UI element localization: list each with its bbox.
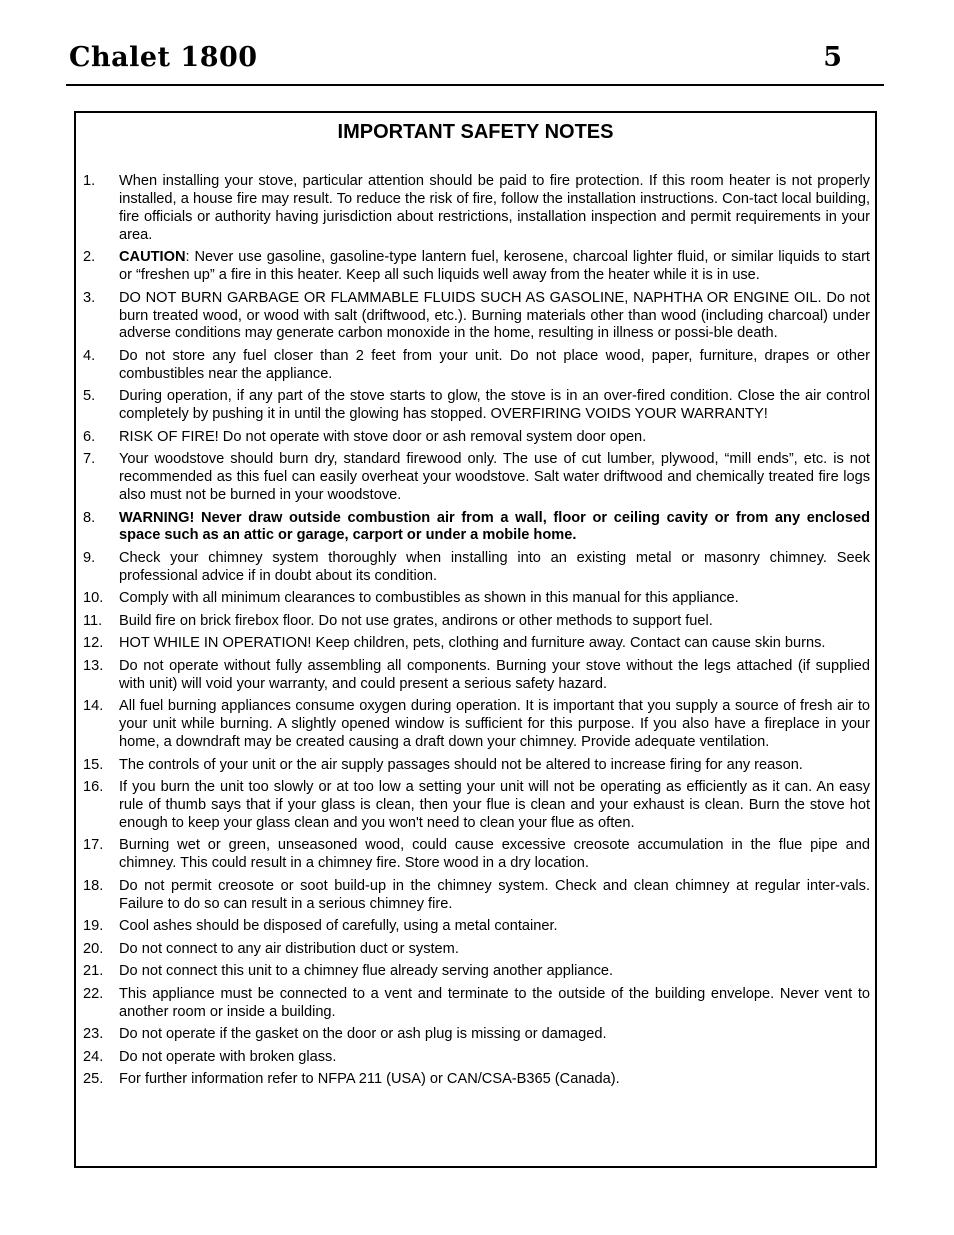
safety-note-item: [83, 1071, 870, 1089]
safety-note-item: [83, 837, 870, 873]
note-text: Check your chimney system thoroughly when installing into an existing metal or masonry chimney. Seek professional advice if in doubt about its condition.: [119, 549, 870, 584]
note-text: Do not store any fuel closer than 2 feet from your unit. Do not place wood, paper, furniture, drapes or other combustibles near the appliance.: [119, 347, 870, 382]
safety-note-item: [83, 590, 870, 608]
note-text: All fuel burning appliances consume oxygen during operation. It is important that you supply a source of fresh air to your unit while burning. A slightly opened window is sufficient for this purpose. If you also have a fireplace in your home, a downdraft may be created causing a draft down your chimney. Provide adequate ventilation.: [119, 698, 870, 751]
note-number: 15.: [83, 756, 104, 773]
note-body: : Never use gasoline, gasoline-type lantern fuel, kerosene, charcoal lighter fluid, or similar liquids to start or “freshen up” a fire in this heater. Keep all such liquids well away from the heater while it is in use.: [119, 249, 870, 284]
safety-note-item: [83, 550, 870, 586]
note-text: If you burn the unit too slowly or at too low a setting your unit will not be operating as efficiently as it can. An easy rule of thumb says that if your glass is clean, then your flue is clean and your exhaust is clean. Burn the stove hot enough to keep your glass clean and you won't need to clean your flue as often.: [119, 779, 870, 831]
note-text: When installing your stove, particular attention should be paid to fire protection. If this room heater is not properly installed, a house fire may result. To reduce the risk of fire, follow the installation instructions. Con-tact local building, fire officials or authority having jurisdiction about restrictions, installation inspection and permit requirements in your area.: [119, 173, 870, 243]
safety-note-item: [83, 941, 870, 959]
page-number: 5: [823, 42, 842, 73]
safety-note-item: [83, 757, 870, 775]
note-number: 21.: [83, 963, 104, 980]
note-number: 6.: [83, 428, 96, 445]
safety-note-item: [83, 613, 870, 631]
note-number: 8.: [83, 509, 96, 526]
safety-note-item: [83, 510, 870, 546]
note-number: 23.: [83, 1026, 104, 1043]
note-text: Do not operate with broken glass.: [119, 1048, 337, 1065]
safety-note-item: [83, 173, 870, 245]
note-text: RISK OF FIRE! Do not operate with stove door or ash removal system door open.: [119, 428, 647, 445]
safety-note-item: [83, 451, 870, 505]
note-lead-word: CAUTION: [119, 249, 186, 266]
safety-note-item: [83, 1026, 870, 1044]
note-number: 17.: [83, 837, 104, 854]
note-number: 10.: [83, 590, 104, 607]
safety-note-item: [83, 388, 870, 424]
document-title: Chalet 1800: [69, 42, 258, 73]
note-number: 7.: [83, 451, 96, 468]
note-text: Build fire on brick firebox floor. Do not use grates, andirons or other methods to support fuel.: [119, 612, 713, 629]
note-number: 25.: [83, 1071, 104, 1088]
note-number: 24.: [83, 1048, 104, 1065]
note-text: For further information refer to NFPA 211 (USA) or CAN/CSA-B365 (Canada).: [119, 1071, 620, 1088]
note-text: Burning wet or green, unseasoned wood, could cause excessive creosote accumulation in the flue pipe and chimney. This could result in a chimney fire. Store wood in a dry location.: [119, 837, 870, 872]
safety-note-item: [83, 348, 870, 384]
safety-note-item: [83, 635, 870, 653]
note-number: 22.: [83, 985, 104, 1002]
note-text: Comply with all minimum clearances to combustibles as shown in this manual for this appliance.: [119, 590, 739, 607]
note-number: 9.: [83, 549, 96, 566]
note-number: 3.: [83, 289, 96, 306]
note-text: [119, 249, 870, 285]
note-text: HOT WHILE IN OPERATION! Keep children, pets, clothing and furniture away. Contact can cause skin burns.: [119, 635, 826, 652]
safety-note-item: [83, 963, 870, 981]
note-number: 5.: [83, 388, 96, 405]
note-text: Do not connect this unit to a chimney flue already serving another appliance.: [119, 963, 614, 980]
note-text: WARNING! Never draw outside combustion air from a wall, floor or ceiling cavity or from any enclosed space such as an attic or garage, carport or under a mobile home.: [119, 509, 870, 544]
note-number: 18.: [83, 877, 104, 894]
safety-note-item: [83, 986, 870, 1022]
note-number: 11.: [83, 612, 103, 629]
safety-note-item: [83, 878, 870, 914]
page-header: [66, 40, 884, 86]
safety-note-item: [83, 658, 870, 694]
safety-note-item: [83, 249, 870, 285]
note-number: 14.: [83, 698, 104, 715]
note-number: 4.: [83, 347, 96, 364]
note-text: DO NOT BURN GARBAGE OR FLAMMABLE FLUIDS SUCH AS GASOLINE, NAPHTHA OR ENGINE OIL. Do not burn treated wood, or wood with salt (driftwood, etc.). Burning materials other than wood (including charcoal) under adverse conditions may generate carbon monoxide in the home, resulting in illness or possi-ble death.: [119, 289, 870, 342]
note-text: Do not permit creosote or soot build-up in the chimney system. Check and clean chimney at regular inter-vals. Failure to do so can result in a serious chimney fire.: [119, 877, 870, 912]
note-text: Do not operate without fully assembling all components. Burning your stove without the legs attached (if supplied with unit) will void your warranty, and could present a serious safety hazard.: [119, 657, 870, 692]
note-text: This appliance must be connected to a vent and terminate to the outside of the building envelope. Never vent to another room or inside a building.: [119, 985, 870, 1020]
safety-notes-list: [83, 173, 870, 1094]
safety-notes-box: [74, 111, 877, 1168]
safety-note-item: [83, 429, 870, 447]
note-number: 12.: [83, 635, 104, 652]
note-text: Do not connect to any air distribution duct or system.: [119, 940, 459, 957]
safety-note-item: [83, 779, 870, 833]
note-text: The controls of your unit or the air supply passages should not be altered to increase firing for any reason.: [119, 756, 803, 773]
note-number: 1.: [83, 173, 96, 189]
section-title: IMPORTANT SAFETY NOTES: [337, 121, 614, 143]
safety-note-item: [83, 1049, 870, 1067]
safety-note-item: [83, 698, 870, 752]
note-number: 16.: [83, 779, 104, 796]
note-number: 20.: [83, 940, 104, 957]
note-number: 19.: [83, 918, 104, 935]
note-number: 13.: [83, 657, 104, 674]
safety-note-item: [83, 918, 870, 936]
safety-note-item: [83, 290, 870, 344]
note-text: Do not operate if the gasket on the door or ash plug is missing or damaged.: [119, 1026, 607, 1043]
note-text: During operation, if any part of the stove starts to glow, the stove is in an over-fired condition. Close the air control completely by pushing it in until the glowing has stopped. OVERFIRING VOIDS YOUR WARRANTY!: [119, 388, 870, 423]
note-text: Cool ashes should be disposed of carefully, using a metal container.: [119, 918, 558, 935]
note-text: Your woodstove should burn dry, standard firewood only. The use of cut lumber, plywood, “mill ends”, etc. is not recommended as this fuel can easily overheat your woodstove. Salt water driftwood and chemically treated fire logs also must not be burned in your woodstove.: [119, 451, 870, 504]
note-number: 2.: [83, 249, 96, 266]
